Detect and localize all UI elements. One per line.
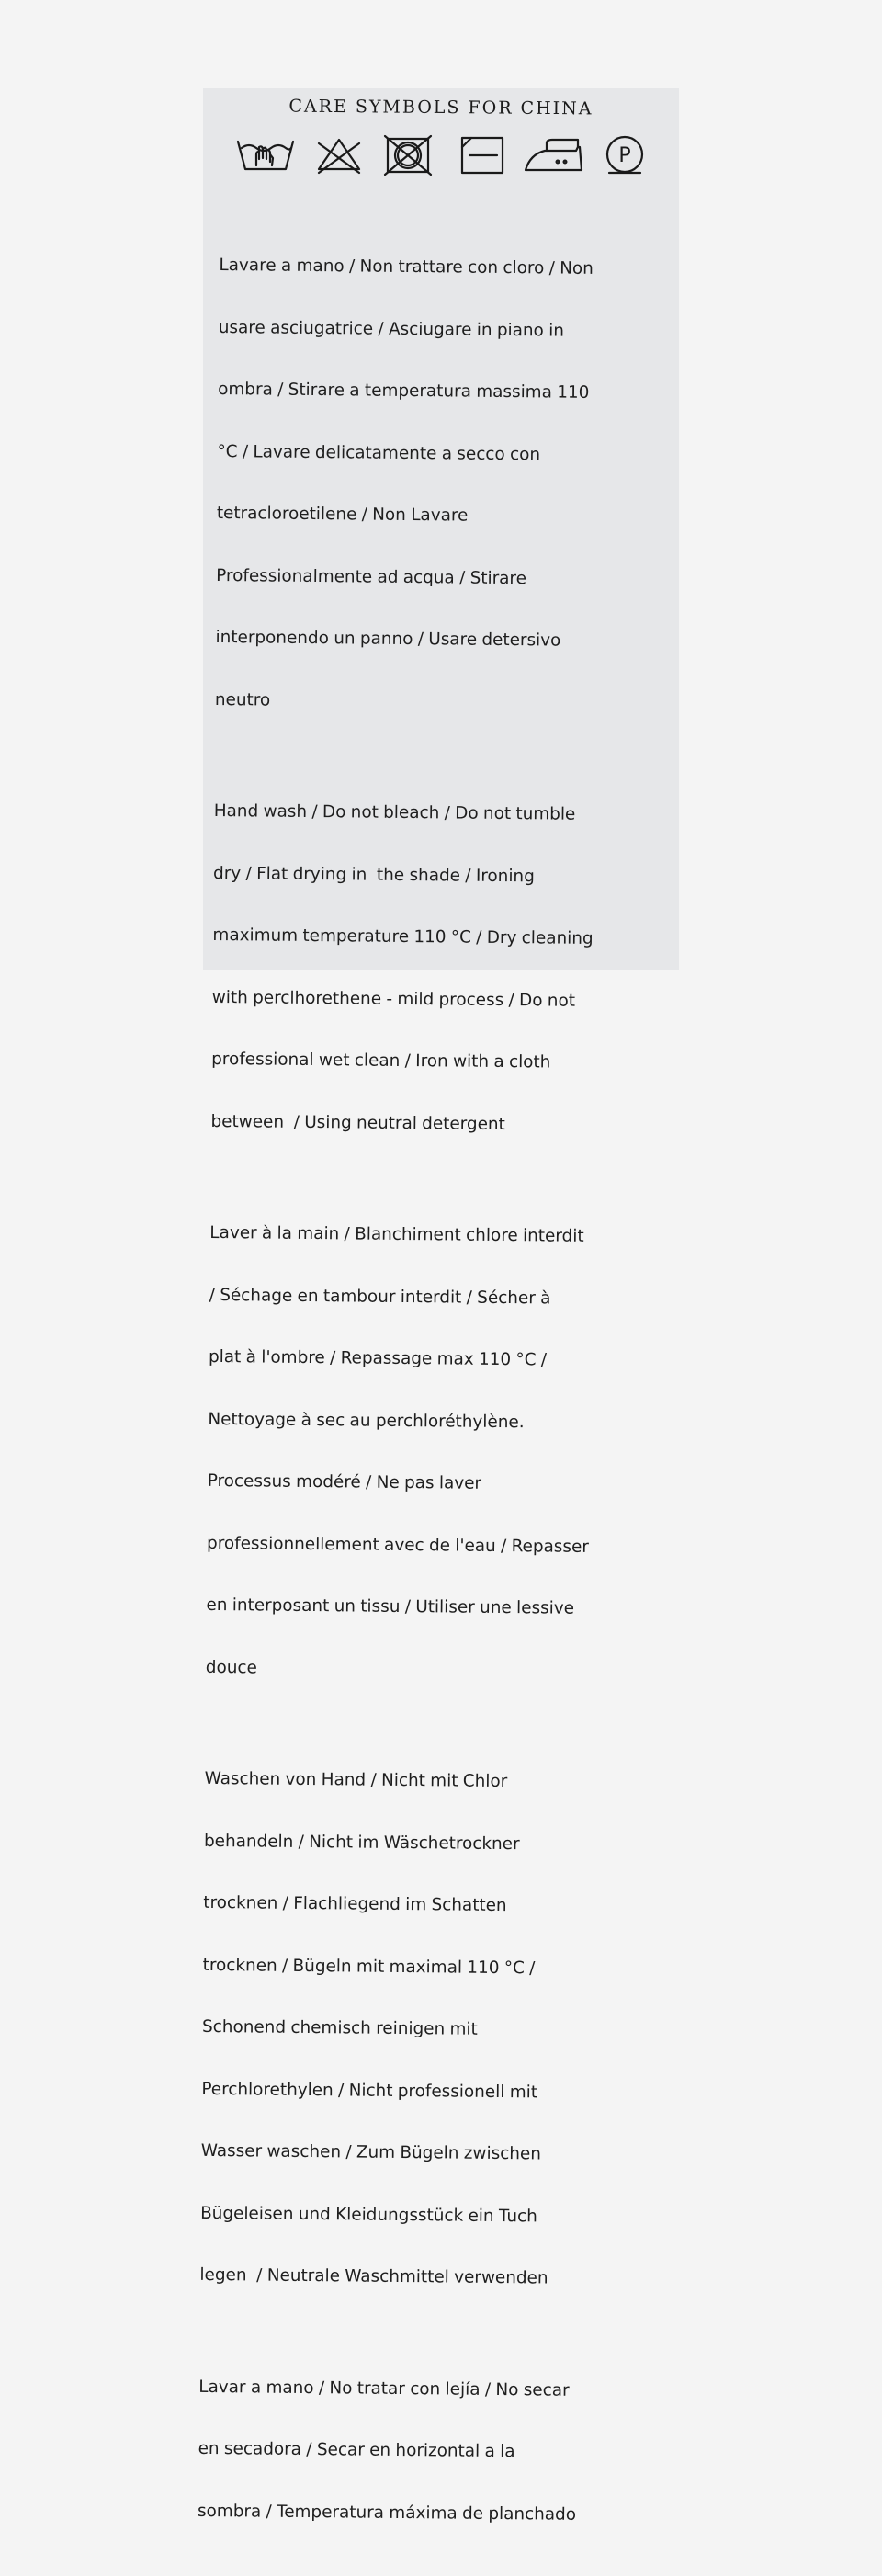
care-instructions bbox=[197, 214, 666, 2576]
do-not-bleach-icon bbox=[313, 134, 365, 176]
text-line: Lavare a mano / Non trattare con cloro / Non bbox=[219, 255, 594, 278]
text-line: professional wet clean / Iron with a cloth bbox=[211, 1049, 551, 1072]
text-line: Laver à la main / Blanchiment chlore interdit bbox=[209, 1222, 584, 1246]
text-line: interponendo un panno / Usare detersivo bbox=[215, 627, 561, 651]
text-line: with perclhorethene - mild process / Do not bbox=[211, 987, 576, 1011]
instructions-german bbox=[199, 1728, 651, 2332]
text-line: behandeln / Nicht im Wäschetrockner bbox=[203, 1831, 520, 1854]
text-line: Schonend chemisch reinigen mit bbox=[201, 2016, 478, 2039]
text-line: dry / Flat drying in the shade / Ironing bbox=[213, 863, 535, 886]
text-line: Nettoyage à sec au perchloréthylène. bbox=[208, 1409, 525, 1432]
text-line: ombra / Stirare a temperatura massima 110 bbox=[218, 379, 590, 403]
instructions-italian bbox=[214, 214, 666, 756]
text-line: °C / Lavare delicatamente a secco con bbox=[217, 441, 541, 464]
instructions-french bbox=[205, 1182, 657, 1724]
text-line: professionnellement avec de l'eau / Repasser bbox=[207, 1533, 589, 1557]
text-line: en interposant un tissu / Utiliser une lessive bbox=[206, 1594, 575, 1618]
text-line: / Séchage en tambour interdit / Sécher à bbox=[209, 1285, 551, 1309]
text-line: maximum temperature 110 °C / Dry cleaning bbox=[212, 925, 594, 948]
text-line: Wasser waschen / Zum Bügeln zwischen bbox=[200, 2140, 542, 2164]
label-title: CARE SYMBOLS FOR CHINA bbox=[288, 96, 594, 119]
do-not-tumble-dry-icon bbox=[383, 134, 435, 176]
text-line: Perchlorethylen / Nicht professionell mit bbox=[201, 2079, 538, 2102]
text-line: usare asciugatrice / Asciugare in piano in bbox=[218, 317, 565, 341]
instructions-spanish bbox=[197, 2335, 645, 2567]
instructions-english bbox=[210, 760, 661, 1178]
hand-wash-icon bbox=[236, 134, 295, 176]
flat-dry-in-shade-icon bbox=[458, 134, 506, 176]
iron-icon bbox=[523, 134, 585, 176]
text-line: Bügeleisen und Kleidungsstück ein Tuch bbox=[200, 2203, 537, 2226]
text-line: Hand wash / Do not bleach / Do not tumble bbox=[213, 800, 576, 824]
text-line: between / Using neutral detergent bbox=[210, 1111, 505, 1134]
text-line: plat à l'ombre / Repassage max 110 °C / bbox=[208, 1346, 548, 1370]
text-line: en secadora / Secar en horizontal a la bbox=[198, 2438, 515, 2462]
dry-clean-letter: P bbox=[618, 144, 631, 167]
text-line: Processus modéré / Ne pas laver bbox=[207, 1470, 482, 1493]
text-line: sombra / Temperatura máxima de planchado bbox=[197, 2501, 577, 2525]
care-symbols-row bbox=[232, 134, 655, 176]
text-line: legen / Neutrale Waschmittel verwenden bbox=[199, 2264, 548, 2288]
text-line: trocknen / Bügeln mit maximal 110 °C / bbox=[202, 1955, 536, 1978]
dry-clean-p-icon bbox=[602, 134, 648, 176]
text-line: douce bbox=[205, 1657, 257, 1677]
text-line: Professionalmente ad acqua / Stirare bbox=[216, 565, 527, 588]
text-line: Waschen von Hand / Nicht mit Chlor bbox=[204, 1768, 508, 1792]
text-line: trocknen / Flachliegend im Schatten bbox=[203, 1892, 507, 1916]
text-line: Lavar a mano / No tratar con lejía / No secar bbox=[198, 2377, 570, 2400]
text-line: neutro bbox=[214, 689, 271, 710]
care-label bbox=[197, 88, 679, 2525]
text-line: tetracloroetilene / Non Lavare bbox=[216, 503, 469, 526]
